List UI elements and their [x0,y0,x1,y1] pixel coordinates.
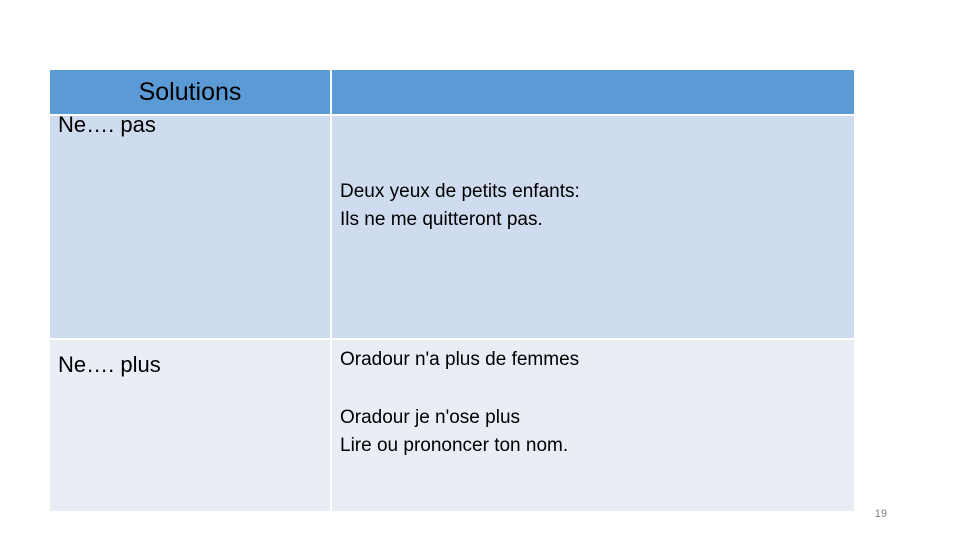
table-header-cell-right [332,70,854,114]
example-ne-plus-1 [340,346,579,374]
slide-page-number: 19 [874,508,887,520]
example-line: Lire ou prononcer ton nom. [340,435,569,456]
example-line: Oradour je n'ose plus [340,407,521,428]
table-cell-row1-left [50,116,330,338]
example-line: Oradour n'a plus de femmes [340,349,580,370]
table-header-title: Solutions [138,78,242,106]
example-line: Ils ne me quitteront pas. [340,209,543,230]
term-ne-pas: Ne…. pas [58,112,156,137]
term-ne-plus: Ne…. plus [58,352,161,377]
example-line: Deux yeux de petits enfants: [340,181,580,202]
example-ne-pas [340,178,580,234]
example-ne-plus-2 [340,404,568,460]
solutions-table [50,70,854,511]
